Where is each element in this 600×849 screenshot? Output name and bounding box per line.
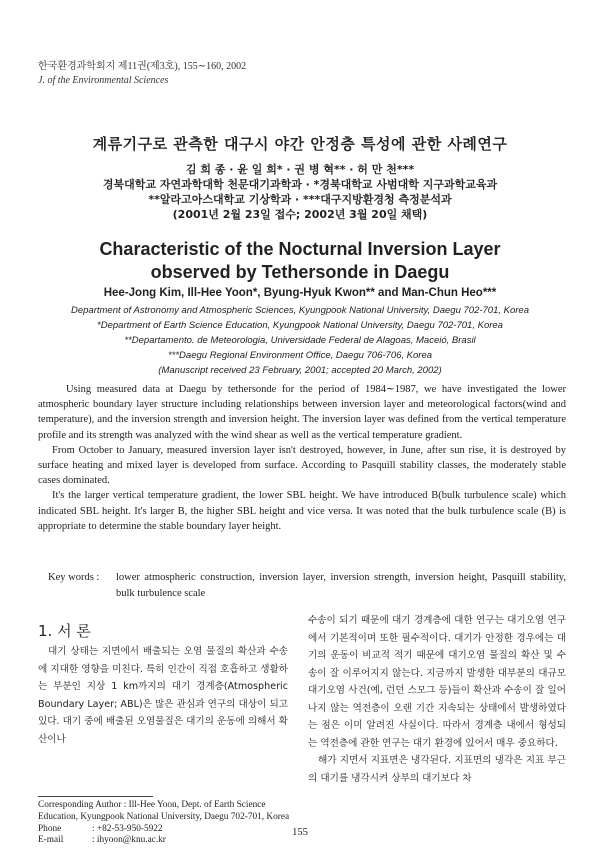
footnote-phone-label: Phone bbox=[38, 823, 62, 834]
authors-english: Hee-Jong Kim, Ill-Hee Yoon*, Byung-Hyuk Kwon** and Man-Chun Heo*** bbox=[103, 287, 497, 299]
journal-header bbox=[38, 60, 246, 88]
keywords-label: Key words : bbox=[48, 572, 100, 583]
intro-paragraph-left: 대기 상태는 지면에서 배출되는 오염 물질의 확산과 수송에 지대한 영향을 미친다. 특히 인간이 직접 호흡하고 생활하는 부분인 지상 1 km까지의 대기 경계층(Atmospheric Boundary Layer; ABL)은 많은 관심과 연구의 대상이 되고 있다. 대기 중에 배출된 오염물질은 대기의 운동에 의해서 확산이나 bbox=[38, 646, 288, 745]
intro-paragraph-right-2: 해가 지면서 지표면은 냉각된다. 지표면의 냉각은 지표 부근의 대기를 냉각시켜 상부의 대기보다 차 bbox=[308, 755, 566, 784]
journal-name-en: J. of the Environmental Sciences bbox=[38, 75, 169, 86]
body-left-column bbox=[38, 620, 288, 748]
section-title: 1. 서 론 bbox=[38, 622, 91, 640]
affiliation-english-2: *Department of Earth Science Education, Kyungpook National University, Daegu 702-701, Korea bbox=[97, 320, 503, 331]
footnote-email-text: : ihyoon@knu.ac.kr bbox=[92, 835, 166, 846]
footnote-phone-text: : +82-53-950-5922 bbox=[92, 823, 163, 834]
abstract bbox=[38, 382, 566, 534]
title-korean: 계류기구로 관측한 대구시 야간 안정층 특성에 관한 사례연구 bbox=[92, 135, 508, 153]
title-english bbox=[0, 238, 600, 284]
received-date-english: (Manuscript received 23 February, 2001; accepted 20 March, 2002) bbox=[158, 365, 442, 376]
page-number: 155 bbox=[292, 827, 308, 838]
footnote-author bbox=[38, 800, 298, 824]
affiliation-english-3: **Departamento. de Meteorologia, Universidade Federal de Alagoas, Maceió, Brasil bbox=[124, 335, 476, 346]
affiliation-korean-1: 경북대학교 자연과학대학 천문대기과학과 · *경북대학교 사범대학 지구과학교육과 bbox=[102, 178, 498, 191]
keywords bbox=[48, 570, 566, 602]
footnote-author-text: Ill-Hee Yoon, Dept. of Earth Science Education, Kyungpook National University, Daegu 702-701, Korea bbox=[38, 800, 290, 822]
keywords-text: lower atmospheric construction, inversion layer, inversion strength, inversion height, Pasquill stability, bulk turbulence scale bbox=[116, 572, 566, 599]
abstract-paragraph-2: From October to January, measured inversion layer isn't destroyed, however, in June, after sun rise, it is destroyed by surface heating and mixed layer is developed from surface. According to Pasquill stability classes, the moderately stable cases dominated. bbox=[38, 444, 566, 487]
footnote-email-label: E-mail bbox=[38, 835, 64, 846]
authors-korean: 김 희 종 · 윤 일 희* · 권 병 혁** · 허 만 천*** bbox=[185, 163, 415, 176]
affiliation-english-1: Department of Astronomy and Atmospheric Sciences, Kyungpook National University, Daegu 702-701, Korea bbox=[71, 305, 529, 316]
body-right-column bbox=[308, 612, 566, 787]
affiliation-korean-2: **알라고아스대학교 기상학과 · ***대구지방환경청 측정분석과 bbox=[148, 193, 452, 206]
corresponding-author-footnote bbox=[38, 800, 298, 847]
title-english-line-1: Characteristic of the Nocturnal Inversion Layer bbox=[99, 239, 501, 259]
authors-korean-block bbox=[0, 162, 600, 222]
received-date-korean: (2001년 2월 23일 접수; 2002년 3월 20일 채택) bbox=[172, 208, 428, 221]
abstract-paragraph-3: It's the larger vertical temperature gradient, the lower SBL height. We have introduced B(bulk turbulence scale) which indicated SBL height. It's larger B, the higher SBL height and vice versa. It was noted that the bulk turbulence scale (B) is appropriate to determine the stable boundary layer height. bbox=[38, 490, 566, 532]
footnote-author-label: Corresponding Author : bbox=[38, 800, 127, 810]
title-english-line-2: observed by Tethersonde in Daegu bbox=[150, 262, 450, 282]
affiliations-english bbox=[0, 303, 600, 378]
affiliation-english-4: ***Daegu Regional Environment Office, Daegu 706-706, Korea bbox=[167, 350, 433, 361]
journal-citation-ko: 한국환경과학회지 제11권(제3호), 155∼160, 2002 bbox=[38, 61, 247, 72]
intro-paragraph-right-1: 수송이 되기 때문에 대기 경계층에 대한 연구는 대기오염 연구에서 기본적이며 또한 필수적이다. 대기가 안정한 경우에는 대기의 운동이 비교적 적기 때문에 대기오염 물질의 확산 및 수송이 잘 이루어지지 않는다. 지금까지 발생한 대부분의 대규모 대기오염 사건(예, 런던 스모그 등)들이 확산과 수송이 잘 일어나지 않는 역전층이 오랜 기간 지속되는 상태에서 발생하였다는 점은 이미 알려진 사실이다. 따라서 경계층 내에서 형성되는 역전층에 관한 연구는 대기 환경에 있어서 매우 중요하다. bbox=[308, 615, 566, 749]
abstract-paragraph-1: Using measured data at Daegu by tethersonde for the period of 1984∼1987, we have investigated the lower atmospheric boundary layer structure including relationships between inversion layer and meteorological factors(wind and temperature), and the inversion strength and inversion height. The inversion layer was defined from the vertical temperature profile and its strength was analyzed with the wind shear as well as the vertical temperature gradient. bbox=[38, 384, 566, 441]
footnote-divider bbox=[38, 796, 153, 797]
